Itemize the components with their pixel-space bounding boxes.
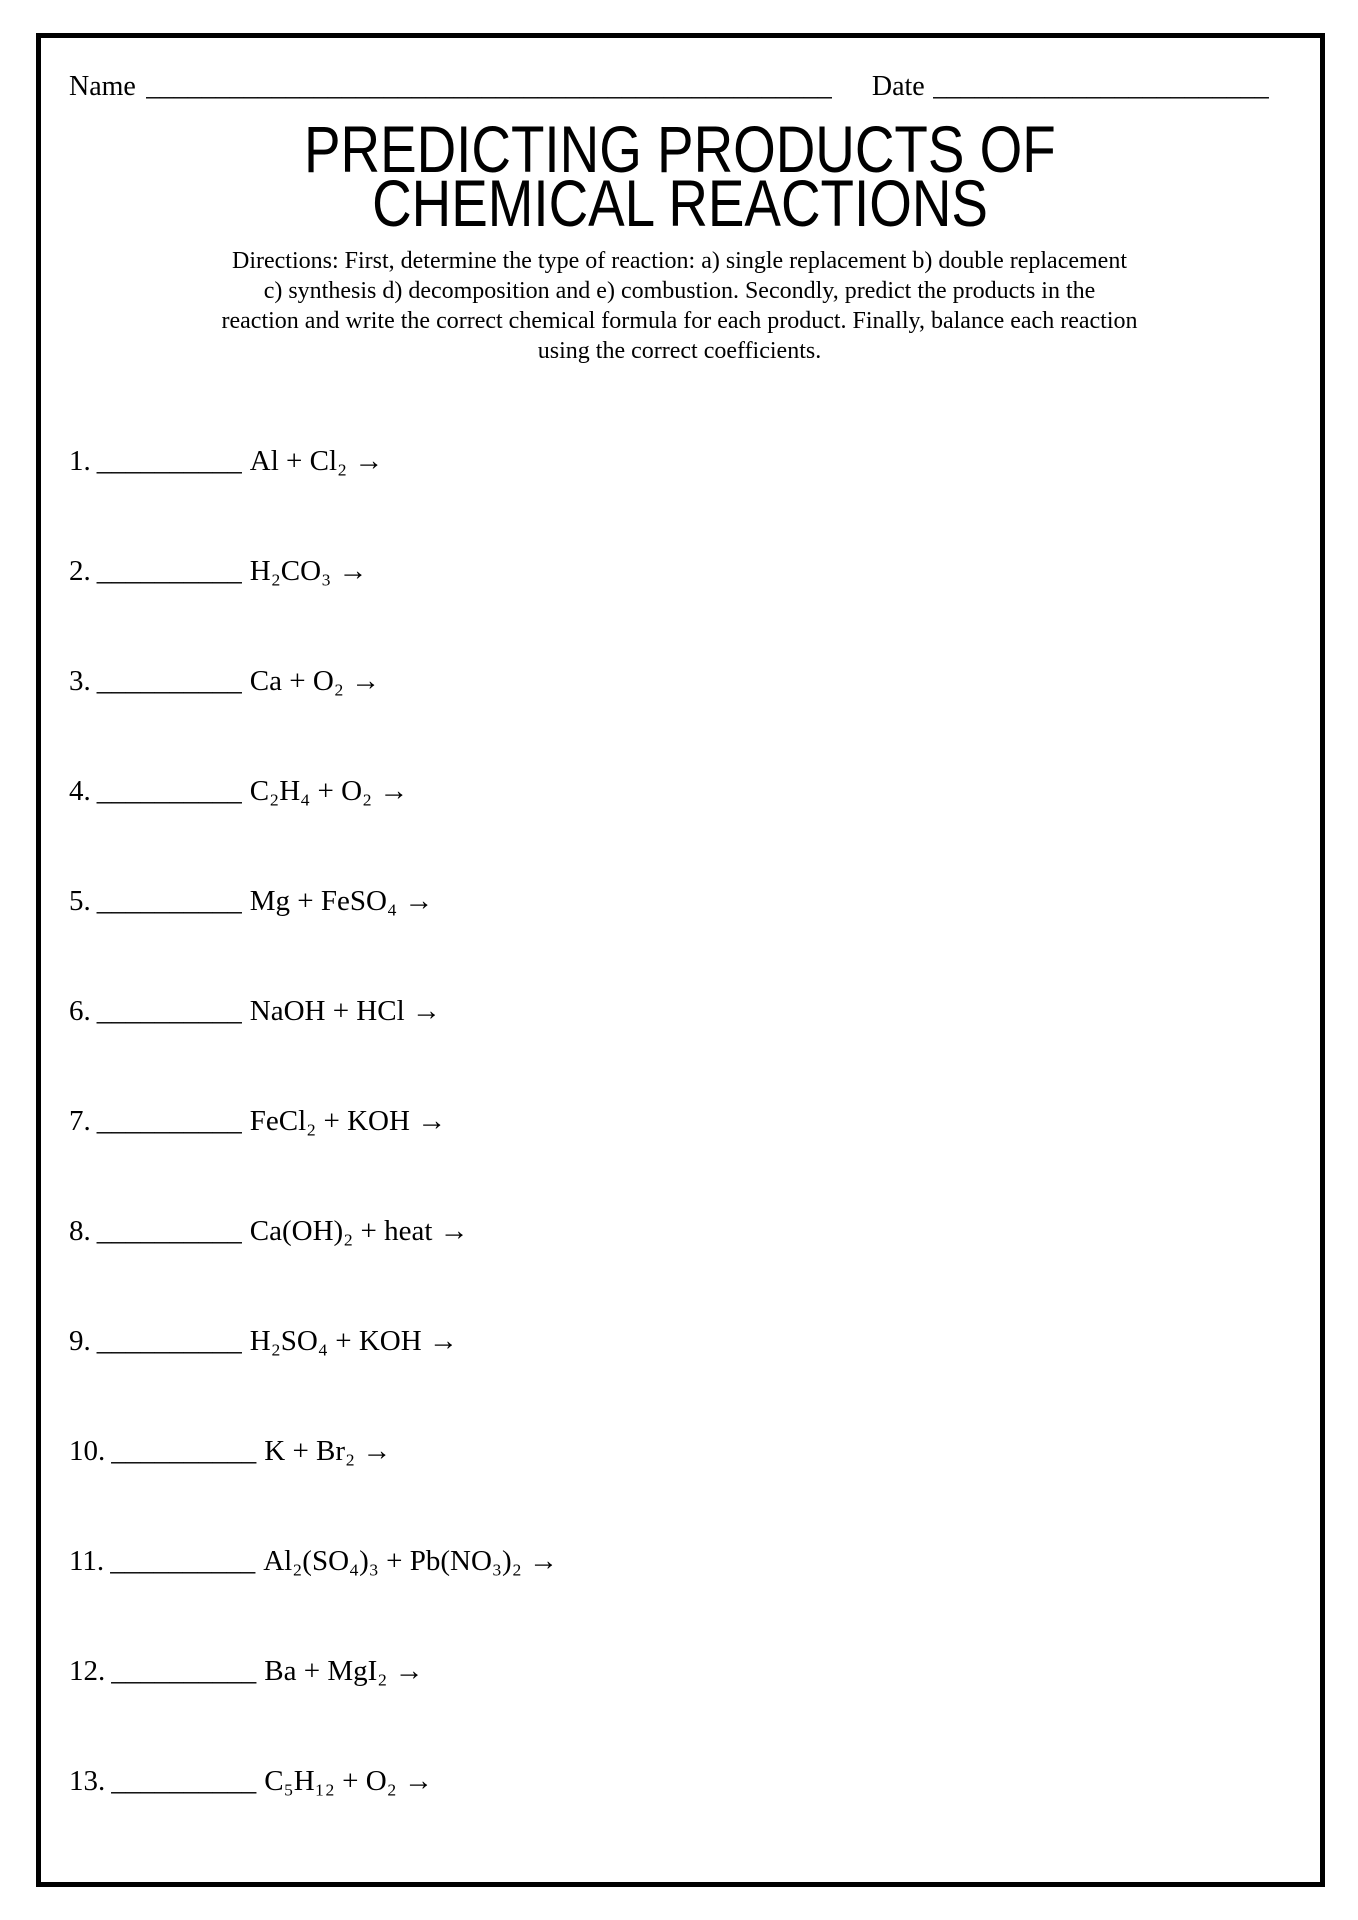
answer-blank[interactable]: __________ — [96, 885, 242, 917]
problem-row — [69, 1324, 1290, 1358]
reaction-formula: Al₂(SO₄)₃ + Pb(NO₃)₂ → — [263, 1545, 559, 1577]
directions-line2: c) synthesis d) decomposition and e) combustion. Secondly, predict the products in the — [263, 278, 1096, 304]
problem-number: 2. — [69, 555, 91, 587]
reaction-formula: Ba + MgI₂ → — [264, 1655, 424, 1687]
reaction-formula: H₂SO₄ + KOH → — [249, 1325, 458, 1357]
answer-blank[interactable]: __________ — [96, 665, 242, 697]
reaction-formula: FeCl₂ + KOH → — [249, 1105, 447, 1137]
problem-row — [69, 1544, 1290, 1578]
reaction-formula: C₂H₄ + O₂ → — [249, 775, 409, 807]
problem-row — [69, 994, 1290, 1028]
answer-blank[interactable]: __________ — [96, 555, 242, 587]
problem-row — [69, 664, 1290, 698]
answer-blank[interactable]: __________ — [96, 995, 242, 1027]
answer-blank[interactable]: __________ — [110, 1545, 256, 1577]
problem-row — [69, 1214, 1290, 1248]
reaction-formula: Ca + O₂ → — [249, 665, 381, 697]
directions-line3: reaction and write the correct chemical formula for each product. Finally, balance each reaction — [221, 308, 1138, 334]
problem-number: 11. — [69, 1545, 105, 1577]
problem-number: 10. — [69, 1435, 106, 1467]
reaction-formula: H₂CO₃ → — [249, 555, 368, 587]
directions-line4: using the correct coefficients. — [537, 338, 822, 364]
header-row — [69, 68, 1290, 106]
problem-row — [69, 1764, 1290, 1798]
name-field[interactable]: _________________________________________________ — [145, 71, 832, 102]
problem-number: 8. — [69, 1215, 91, 1247]
problem-number: 12. — [69, 1655, 106, 1687]
reaction-formula: Mg + FeSO₄ → — [249, 885, 434, 917]
page-border — [36, 33, 1325, 1887]
reaction-formula: C₅H₁₂ + O₂ → — [264, 1765, 434, 1797]
answer-blank[interactable]: __________ — [96, 1105, 242, 1137]
reaction-formula: NaOH + HCl → — [249, 995, 441, 1027]
problem-row — [69, 774, 1290, 808]
reaction-formula: K + Br₂ → — [264, 1435, 392, 1467]
problem-row — [69, 554, 1290, 588]
problem-row — [69, 1104, 1290, 1138]
answer-blank[interactable]: __________ — [96, 775, 242, 807]
answer-blank[interactable]: __________ — [96, 445, 242, 477]
directions-line1: Directions: First, determine the type of reaction: a) single replacement b) double replacement — [232, 248, 1127, 274]
answer-blank[interactable]: __________ — [96, 1215, 242, 1247]
problem-number: 5. — [69, 885, 91, 917]
date-label: Date — [871, 71, 925, 102]
problem-number: 9. — [69, 1325, 91, 1357]
page-title-line1: PREDICTING PRODUCTS OF — [303, 112, 1056, 186]
problem-row — [69, 444, 1290, 478]
problem-number: 4. — [69, 775, 91, 807]
problem-number: 7. — [69, 1105, 91, 1137]
answer-blank[interactable]: __________ — [111, 1765, 257, 1797]
page-title — [69, 112, 1290, 240]
directions — [69, 246, 1290, 366]
answer-blank[interactable]: __________ — [111, 1655, 257, 1687]
problem-number: 3. — [69, 665, 91, 697]
problem-number: 1. — [69, 445, 91, 477]
answer-blank[interactable]: __________ — [96, 1325, 242, 1357]
reaction-formula: Ca(OH)₂ + heat → — [249, 1215, 469, 1247]
answer-blank[interactable]: __________ — [111, 1435, 257, 1467]
name-label: Name — [69, 71, 136, 102]
page-title-line2: CHEMICAL REACTIONS — [371, 166, 988, 240]
problems-list — [69, 444, 1290, 1798]
problem-number: 13. — [69, 1765, 106, 1797]
problem-row — [69, 1434, 1290, 1468]
problem-number: 6. — [69, 995, 91, 1027]
date-field[interactable]: ________________________ — [932, 71, 1269, 102]
problem-row — [69, 1654, 1290, 1688]
problem-row — [69, 884, 1290, 918]
reaction-formula: Al + Cl₂ → — [249, 445, 384, 477]
